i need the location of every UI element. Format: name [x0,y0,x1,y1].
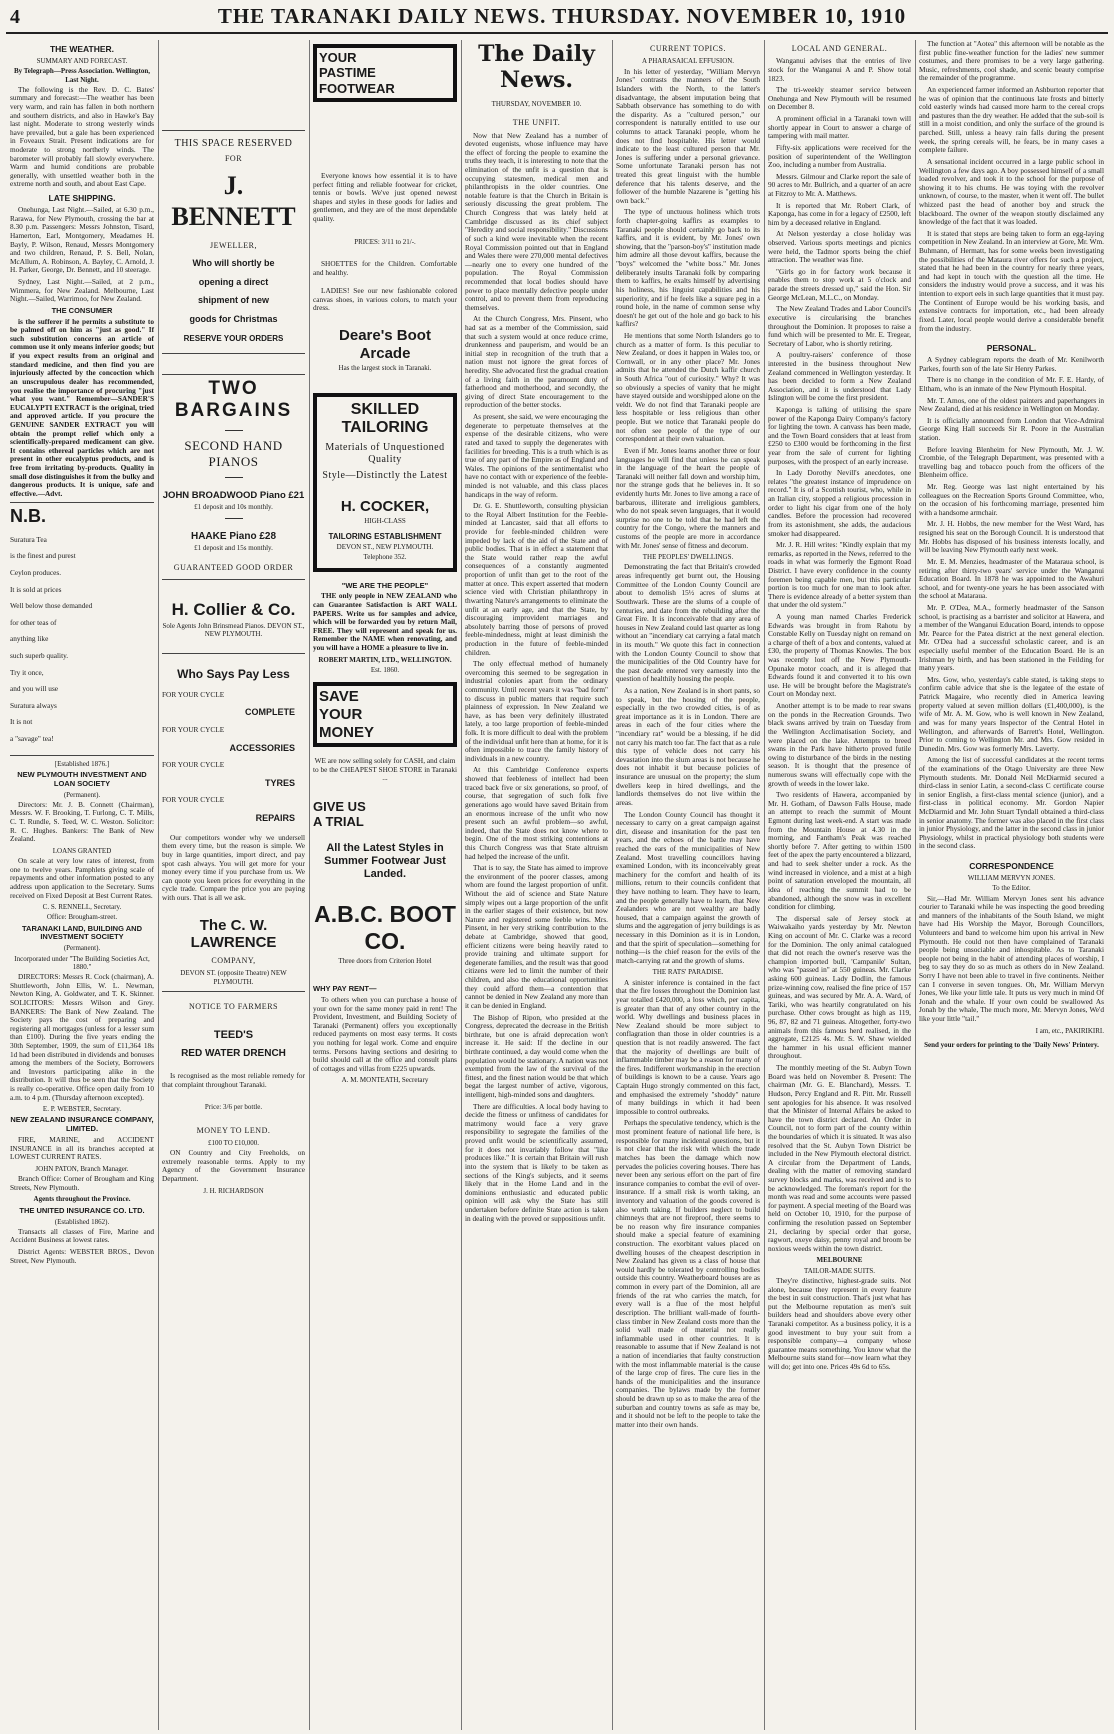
column-1 [6,40,158,1730]
melbourne-subheading: TAILOR-MADE SUITS. [804,1266,875,1275]
piano-haake: HAAKE Piano £28 [190,530,277,542]
cycle-item-repairs: REPAIRS [255,813,295,824]
rent-heading: WHY PAY RENT— [313,984,377,994]
local-paragraph: A young man named Charles Frederick Edwards was brought in from Rahotu by Constable Kelly on Tuesday night on remand on a charge of theft of a box and contents, valued at £30, the property of Thomas Knowles. The box was recently lost off the New Plymouth-Opunake motor coach, and it is alleged that Edwards found it and converted it to his own use. He will be brought before the Magistrate's Court on Monday next. [768,612,911,699]
personal-paragraph: Mr. J. H. Hobbs, the new member for the West Ward, has resigned his seat on the Borough Council. It is understood that Mr. Hobbs has disposed of his business interests locally, and will be leaving New Plymouth early next week. [919,519,1104,555]
local-paragraph: In Lady Dorothy Nevill's anecdotes, one relates "the greatest instance of imprudence on record." It is of a Scottish tourist, who, while in an Italian city, stopped a religious procession in order to light his cigar from one of the holy candles. Before the procession had recovered from its astonishment, she adds, the audacious smoker had disappeared. [768,468,911,538]
nz-insurance-text: FIRE, MARINE, and ACCIDENT INSURANCE in all its branches accepted at LOWEST CURRENT RATES. [10,1135,154,1162]
nb-line: Suratura Tea [10,534,47,544]
reserved-line: THIS SPACE RESERVED [174,138,293,149]
bennett-name: J. BENNETT [171,171,296,231]
cycle-label: FOR YOUR CYCLE [162,689,225,699]
cycle-label: FOR YOUR CYCLE [162,795,225,805]
weather-heading: THE WEATHER. [49,44,115,54]
local-paragraph: Two residents of Hawera, accompanied by Mr. H. Gotham, of Dawson Falls House, made an attempt to reach the summit of Mount Egmont during last week-end. A start was made from the Mountain House at 4.30 in the morning, and Fantham's Peak was reached shortly before 7. After getting to within 1500 feet of the apex the party encountered a blizzard, and had to seek shelter under a rock. As the wind increased in violence, and a mist at a high point of saturation enveloped the mountain, all idea of reaching the summit had to be abandoned, although the snow was in excellent condition for climbing. [768,790,911,912]
local-paragraph: At Nelson yesterday a close holiday was observed. Various sports meetings and picnics were held, the Tadmor sports being the chief attraction. The weather was fine. [768,229,911,265]
loans-signature: C. S. RENNELL, Secretary. [42,903,122,912]
cycle-label: FOR YOUR CYCLE [162,725,225,735]
footwear-heading: YOUR [319,50,357,65]
cycle-ad [162,653,305,992]
loans-text: On scale at very low rates of interest, from one to twelve years. Pamphlets giving scale of repayments and other information posted to any address upon application to the Secretary. Sums received on Fixed Deposit at Best Current Rates. [10,856,154,900]
correspondence-subheading: WILLIAM MERVYN JONES. [967,874,1056,883]
personal-paragraph: There is no change in the condition of Mr. F. E. Hardy, of Eltham, who is an inmate of the New Plymouth Hospital. [919,375,1104,393]
rent-signature: A. M. MONTEATH, Secretary [341,1076,429,1085]
local-paragraph: Wanganui advises that the entries of live stock for the Wanganui A and P. Show total 1823. [768,56,911,83]
money-amount: £100 TO £10,000. [207,1139,260,1147]
bennett-line: opening a direct [198,276,269,287]
cocker-establishment: TAILORING ESTABLISHMENT [328,531,442,541]
bennett-line: Who will shortly be [192,258,275,269]
columns [6,40,1108,1730]
shipping-heading: LATE SHIPPING. [48,193,116,204]
unfit-paragraph: As present, she said, we were encouraging the degenerate to perpetuate themselves at the expense of the desirable citizens, who were rated and taxed to supply the degenerates with facilities for breeding. This is a truth which is as true of any part of the Empire as of England and Wales. The opinions of the sentimentalist who have no contact with or experience of the feeble-minded is not valuable, and this class places handicaps in the way of reform. [465,412,608,499]
shipping-text-2: Sydney, Last Night.—Sailed, at 2 p.m., Wimmera, for New Zealand. Melbourne, Last Night.—Sailed, Warrimoo, for New Zealand. [10,276,154,304]
bennett-line: goods for Christmas [189,313,278,324]
local-paragraph: Another attempt is to be made to rear swans on the ponds in the Recreation Grounds. Two black swans arrived by train on Tuesday from the Wellington Acclimatisation Society, and were placed on the lake. Attempts to breed swans in the Park have hitherto proved futile owing to disturbance of the birds in the nesting season. It is thought that the presence of numerous swans will effectually cope with the growth of weeds in the lower lake. [768,701,911,788]
nz-insurance-office: Branch Office: Corner of Brougham and King Streets, New Plymouth. [10,1174,154,1192]
piano-broadwood: JOHN BROADWOOD Piano £21 [162,489,305,501]
local-paragraph: Kaponga is talking of utilising the spare power of the Kaponga Dairy Company's factory for lighting the town. A canvass has been made, and the Town Board considers that at least from £250 to £300 would be forthcoming in the first year from the sale of current for lighting purposes, with the prospect of an early increase. [768,404,911,466]
bennett-line: shipment of new [197,295,269,306]
daily-news-logo: The Daily News. [478,41,595,93]
local-paragraph: Mr. J. R. Hill writes: "Kindly explain that my remarks, as reported in the News, referred to the roads in what was formerly the Egmont Road District. I have every confidence in the county foremen being capable men, but this particular portion is too much for one man to look after. There is evidence already of a better system than that under the old system." [768,540,911,610]
united-insurance-agents: District Agents: WEBSTER BROS., Devon Street, New Plymouth. [10,1247,154,1265]
bennett-reserve: RESERVE YOUR ORDERS [183,334,284,344]
weather-byline: By Telegraph—Press Association. Wellington, Last Night. [13,67,151,84]
shipping-text: Onehunga, Last Night.—Sailed, at 6.30 p.m., Rarawa, for New Plymouth, crossing the bar at 8.30 p.m. Passengers: Messrs Johnston, Tisard, Hamerton, Earl, Montgomery, Meadames H. Bayly, P. Wilson, Renaud, Messrs Montgomery and two children, Renaud, P. S. Bell, Nolan, McAllum, A. Robinson, A. Bayley, C. Arnold, J. H. Parker, George, Dr. Bennett, and 10 steerage. [10,205,154,275]
footwear-heading: FOOTWEAR [319,80,395,96]
local-paragraph: A poultry-raisers' conference of those interested in the business throughout New Zealand commenced in Wellington yesterday. It has been decided to form a New Zealand Association, and it is understood that Lady Islington will be come the first president. [768,350,911,403]
notice-to-farmers: NOTICE TO FARMERS [189,1001,278,1011]
pianos-ad [162,374,305,580]
masthead [6,4,1108,34]
personal-paragraph: Before leaving Blenheim for New Plymouth, Mr. J. W. Crombie, of the Telegraph Department, was presented with a travelling bag and tobacco pouch from the officers of the Blenheim office. [919,444,1104,480]
consumer-text: is the sufferer if he permits a substitute to be palmed off on him as "just as good." If such substitution concerns an article of common use it only means inferior goods; but if you expect results from an original and standard medicine, and then find you are injuriously affected by the concoction which an unscrupulous dealer has recommended, you realise the importance of procuring "just what you want." Remember—SANDER'S EUCALYPTI EXTRACT is the original, tried and approved article. If you procure the GENUINE SANDER EXTRACT you will obtain the prompt relief which only a scientifically-prepared medicament can give. It contains ethereal particles which are not present in other eucalyptus products, and is free from irritating by-products. Quality in small dose distinguishes it from the bulky and dangerous products. It is unique, safe and effective.—Advt. [10,316,154,498]
personal-paragraph: A Sydney cablegram reports the death of Mr. Kenilworth Parkes, fourth son of the late Sir Henry Parkes. [919,355,1104,373]
shoettes-text: SHOETTES for the Children. Comfortable and healthy. [313,258,457,277]
nb-line: Suratura always [10,700,57,710]
printery-notice: Send your orders for printing to the 'Daily News' Printery. [924,1040,1099,1049]
local-paragraph: "Girls go in for factory work because it enables them to stop work at 5 o'clock and parade the streets dressed up," said the Hon. Sir George McLean, M.L.C., on Monday. [768,266,911,302]
nb-line: for other teas of [10,617,57,627]
personal-paragraph: Mr. Reg. George was last night entertained by his colleagues on the Recreation Sports Ground Committee, who, on the occasion of his forthcoming marriage, presented him with a handsome armchair. [919,482,1104,517]
consumer-heading: THE CONSUMER [51,305,113,315]
society-established: [Established 1876.] [54,759,110,768]
rent-text: To others when you can purchase a house of your own for the same money paid in rent! The Provident, Investment, and Building Society of Taranaki (Permanent) offers you exceptionally reduced payments on most easy terms. It costs you nothing for legal work. Come and enquire terms. Persons having sections and desiring to build should call at the office and consult plans of cottages and villas from £225 upwards. [313,994,457,1073]
unfit-paragraph: There are difficulties. A local body having to decide the fitness or unfitness of candidates for matrimony would face a very grave responsibility to segregate the families of the proved unfit would be scientifically assumed, for it does not invariably follow that "like produces like." It is certain that Britain will rush into the system that is likely to be taken as sections of the King's subjects, and it seems likely that in the Home Land and in the dominions enthusiastic and educated public opinion will ask why the State has still undertaken before definite State action is taken in dealing with the proved or suppositious unfit. [465,1101,608,1223]
column-4 [461,40,612,1730]
abc-boot-co: A.B.C. BOOT CO. [314,900,456,954]
personal-paragraph: Mr. P. O'Dea, M.A., formerly headmaster of the Sanson school, is practising as a barrister and solicitor at Hawera, and a member of the Wanganui Education Board, intends to oppose Mr. Pearce for the Patea district at the next general election. Mr. O'Dea had a successful scholastic career, and is an especially useful member of the Education Board. He is an Irishman by birth, and has been stationed in the Feilding for many years. [919,602,1104,673]
local-paragraph: Fifty-six applications were received for the position of superintendent of the Wellington Zoo, including a number from Australia. [768,142,911,170]
skilled-style: Style—Distinctly the Latest [322,469,448,481]
martin-established: Est. 1860. [370,665,400,674]
nb-line: and you will use [10,684,59,694]
local-paragraph: It is reported that Mr. Robert Clark, of Kaponga, has come in for a legacy of £2500, left him by a deceased relative in England. [768,200,911,227]
give-us: A TRIAL [313,814,364,830]
personal-paragraph: Mr. E. M. Menzies, headmaster of the Mataraua school, is retiring after thirty-two years' service under the Wanganui Education Board. In 1878 he was appointed to the Awahuri school, and for twenty-one years he has been associated with the school at Mataraua. [919,556,1104,601]
lawrence-name: The C. W. LAWRENCE [190,916,277,952]
save-heading: SAVE [319,688,359,706]
nz-insurance-agents: Agents throughout the Province. [33,1195,131,1204]
personal-heading: PERSONAL. [986,343,1037,354]
nb-line: Try it once, [10,667,44,677]
second-hand-pianos: SECOND HAND PIANOS [184,438,283,469]
editorial-date: THURSDAY, NOVEMBER 10. [491,99,582,108]
divider [162,514,305,523]
suratura-tea-ad [10,502,154,755]
united-insurance-heading: THE UNITED INSURANCE CO. LTD. [19,1205,145,1215]
local-general-heading: LOCAL AND GENERAL. [791,44,888,53]
lawrence-address: DEVON ST. (opposite Theatre) NEW PLYMOUTH. [180,969,287,986]
skilled-tailoring: SKILLED TAILORING [341,400,429,437]
taranaki-society-signature: E. P. WEBSTER, Secretary. [42,1105,122,1114]
footwear-heading: PASTIME [319,65,376,81]
general-paragraph: An experienced farmer informed an Ashburton reporter that he was of opinion that the continuous late frosts and bitterly cold easterly winds had caused more harm to the cereal crops and pastures than the dry weather. He added that the sub-soil is still in a moist condition, and only the surface of the ground is parched. Still, unless a heavy rain falls during the present week, the spring cereals will, he fears, be in many cases a complete failure. [919,85,1104,155]
unfit-paragraph: At this Cambridge Conference experts showed that feebleness of intellect had been traced back five or six generations, so proof, of course, that segregation of such folk five generations ago would have saved Britain from an enormous increase of the unfit who now present such an awful problem—so awful, indeed, that the State does not know where to begin. One of the most striking contentions at this Church Congress was that State altruism had helped the increase of the unfit. [465,765,608,861]
reserved-line: FOR [224,153,243,163]
bennett-trade: JEWELLER, [210,240,257,250]
general-paragraph: It is stated that steps are being taken to form an egg-laying competition in New Zealand. In an interview at Gore, Mr. Wm. Buhmann, of Hermatt, has for some weeks been investigating the possibilities of the Mataura river offers for such a project, stated that he had been in the country for nearly three years, and had kept in touch with the question all the time. He considers the industry would prove a success, and it was his intention to export eels in such large quantities that it must pay. The Continent of Europe would be his working basis, and extensive contracts for importation, etc., had been already fixed. Later, local people would derive a considerable benefit from the industry. [919,228,1104,333]
money-signature: J. H. RICHARDSON [203,1186,264,1195]
local-paragraph: The monthly meeting of the St. Aubyn Town Board was held on November 8. Present: The chairman (Mr. G. E. Blanchard), Messrs. T. Hudson, Percy England and R. Pitt. Mr. Russell sent apologies for his absence. It was resolved that the Minister of Internal Affairs be asked to have the town district declared. An Order in Council, not to form part of the county within the boundaries of which it is situated. It was also resolved that the St. Aubyn Town District be included in the New Plymouth electoral district. A circular from the Department of Lands, dealing with the matter of removing standard survey blocks and marks, was received and is to be acknowledged. The foreman's report for the month was read and some accounts were passed for payment. A special meeting of the Board was held on October 10, 1910, for the purpose of confirming the resolution passed on September 21, declaring by special order that gorse, ragwort, oxeye daisy, penny royal and broom be noxious weeds within the town district. [768,1063,911,1253]
united-insurance-text: Transacts all classes of Fire, Marine and Accident Business at lowest rates. [10,1226,154,1245]
footwear-prices: PRICES: 3/11 to 21/-. [354,237,416,246]
column-5 [612,40,764,1730]
personal-paragraph: It is officially announced from London that Vice-Admiral George King Hall succeeds Sir R. Poore in the Australian station. [919,415,1104,442]
dwellings-paragraph: Demonstrating the fact that Britain's crowded areas infrequently get burnt out, the Housing Committee of the London County Council are about to demolish 15½ acres of slums at Southwark. These are the slums of a couple of centuries, and date from the rebuilding after the Great Fire. It is inconceivable that any area of houses in New Zealand could last quarter as long without an "incendiary cat carrying a fatal match in its mouth." We quote this fact in connection with the London County Council to show that the municipalities of the Old Country have for the past decade entered very earnestly into the question of healthily housing the people. [616,562,760,684]
local-paragraph: A prominent official in a Taranaki town will shortly appear in Court to answer a charge of tampering with mail matter. [768,114,911,141]
personal-paragraph: Mr. T. Amos, one of the oldest painters and paperhangers in New Zealand, died at his residence in Wellington on Monday. [919,395,1104,414]
dwellings-paragraph: As a nation, New Zealand is in short pants, so to speak, but the housing of the people, especially in the two crowded cities, is of as great importance as it is in London. There are areas in each of the four cities where the "incendiary rat" would be a blessing, if he did not carry his match too far. The fact that as a rule this type of vehicle does not carry his devastation into the slum areas is not because he does not inhabit it but because policies of insurance are unusual on the property; the slum dwellers keep in hired dwellings, and the landlords themselves do not live within the areas. [616,685,760,807]
piano-broadwood-terms: £1 deposit and 10s monthly. [194,502,273,511]
latest-styles: All the Latest Styles in Summer Footwear Just Landed. [324,841,446,880]
tailoring-ad [313,393,457,572]
cycle-label: FOR YOUR CYCLE [162,760,225,770]
nb-line: anything like [10,634,49,644]
unfit-paragraph: Dr. G. E. Shuttleworth, consulting physician to the Royal Albert Institution for the Feeble-minded at Lancaster, said that all efforts to provide for feeble-minded children were impeded by lack of the aid of the State and of public bodies. That is in effect a statement that the State would rather reap the awful consequences of a constantly augmented proportion of unfit than get to the root of the matter at once. This expert asserted that modern science vied with Christian philanthropy in thwarting Nature's arrangements to eliminate the unfit at an early age, and that the State, by discouraging improvident marriages and absolutely barring those of persons of proved feeble-mindedness, might at least diminish the production in the future of feeble-minded children. [465,501,608,657]
page-number: 4 [10,6,20,28]
rats-paragraph: Perhaps the speculative tendency, which is the most prominent feature of national life here, is responsible for many incidental questions, but it is not clear that the risk with which the trade matches has been the damage which now pervades the policies covering houses. There has never been any serious effort on the part of fire insurance companies to combat the evil of over-insurance. If a small risk is worth taking, an inventory and valuation of the goods covered is also worth taking. If builders neglect to build chimneys that are not fireproof, there seems to be no reason why fire insurance companies should make a special feature of examining construction. The exorbitant values placed on dwelling houses of the cheapest description in New Zealand has given us a class of house that would hardly be tolerated by controlling bodies outside this country. Weatherboard houses are as common in every part of the Dominion, all are friends of the rat who carries the match, for every wall is a flue of the most helpful description. The brilliant wall-made of fourth-class timber in New Zealand costs more than the solid wall made of material not really inflammable used in other countries. It is reasonable to assume that if New Zealand is not a nation of incendiaries that faulty construction with the most inflammable material is the cause of the large crop of fires. The cure lies in the hands of the municipalities and the insurance companies. The bylaws made by the former should be drawn up so as to make the area of the suburban and country towns as safe as may be, and it should not be left to the people to take the matter into their own hands. [616,1118,760,1429]
red-water-drench: RED WATER DRENCH [181,1048,286,1060]
taranaki-society-text: DIRECTORS: Messrs R. Cock (chairman), A. Shuttleworth, John Ellis, W. L. Newman, Newton King, A. Goldwater, and T. K. Skinner. SOLICITORS: Messrs Wilson and Grey. BANKERS: The Bank of New Zealand. The Society pays the cost of preparing and registering all mortgages (unless for a lesser sum than £100). During the five years ending the 30th September, 1909, the sum of £11,364 18s 1d had been distributed in dividends and bonuses among the members of the Society, Borrowers and Investors participating alike in the distribution. It will thus be seen that the Society is really co-operative. Office open daily from 10 a.m. to 4 p.m. (Thursday afternoon excepted). [10,972,154,1102]
society-permanent: (Permanent). [63,790,101,799]
nb-line: It is not [10,717,33,727]
cocker-address: DEVON ST., NEW PLYMOUTH. [336,543,434,552]
cycle-item-accessories: ACCESSORIES [229,742,295,753]
column-3 [309,40,461,1730]
local-paragraph: The tri-weekly steamer service between Onehunga and New Plymouth will be resumed on December 8. [768,85,911,112]
loans-office: Office: Brougham-street. [46,913,118,922]
collier-name: H. Collier & Co. [171,600,296,620]
society-text: Directors: Mr. J. B. Connett (Chairman), Messrs. W. F. Brooking, T. Furlong, C. T. Mills, C. T. Rundle, S. Teed, W. C. Weston. Solicitor: R. C. Hughes. Bankers: The Bank of New Zealand. [10,799,154,844]
taranaki-society-permanent: (Permanent). [63,944,101,953]
unfit-paragraph: That is to say, the State has aimed to improve the environment of the poorer classes, among whom are found the largest proportion of unfit. Without the aid of science and State Nature simply wipes out a large proportion of the unfit in the earlier stages of their existence, but now Nature and registered some feeble wins. Mrs. Pinsent, in her very striking contribution to the debate at Cambridge, showed that good, efficient citizens were being heavily rated to provide training and ultimate support for degenerate families, and the result was that good citizens were led to limit the number of their children, and also the educational opportunities they could afford them—a contention that cannot be denied in New Zealand any more than it can be denied in England. [465,863,608,1010]
effusion-paragraph: In his letter of yesterday, "William Mervyn Jones" contrasts the manners of the South Islanders with the North, to the latter's disadvantage, the absent imputation being that Sabbath observance has something to do with the disparity. As a "cultured person," our correspondent is naturally entitled to use our columns to attack Taranaki people, whom he does not find hospitable. His letter would indicate to the least cultured person that Mr. Jones is suffering under a personal grievance. Some unfortunate Taranaki person has not treated this great linguist with the humble deference that his talents deserve, and the follower of the humble Nazarene is "getting his own back." [616,66,760,205]
dwellings-heading: THE PEOPLES' DWELLINGS. [642,553,734,562]
people-heading: "WE ARE THE PEOPLE" [341,580,429,590]
effusion-paragraph: The type of unctuous holiness which trots forth chapter-going kaffirs as examples to Taranaki people should certainly go back to its kaffirs, and it is evident, by Mr. Jones' own showing, that the "parson-boy's" institution made him admire all those devout kaffirs, because the "boys" welcomed the "white boss." Mr. Jones deliberately insults Taranaki folk by comparing them to kaffirs, he exalts himself by advertising his holiness, his linguist capabilities and his superiority, and if he feels like a square peg in a round hole, in the name of common sense why doesn't he get out of the hole and go back to his kaffirs? [616,207,760,329]
footwear-ad [313,44,457,102]
nb-heading: N.B. [10,506,46,527]
divider [162,426,305,435]
collier-agents: Sole Agents John Brinsmead Pianos. DEVON ST., NEW PLYMOUTH. [162,622,305,639]
money-text: ON Country and City Freeholds, on extremely reasonable terms. Apply to my Agency of the Government Insurance Department. [162,1148,305,1184]
cocker-telephone: Telephone 352. [363,553,407,562]
column-7 [915,40,1108,1730]
society-heading: NEW PLYMOUTH INVESTMENT AND LOAN SOCIETY [17,769,147,788]
footwear-text: Everyone knows how essential it is to have perfect fitting and reliable footwear for cricket, tennis or bowls. We've just opened newest shapes and styles in these goods for ladies and gentlemen, and they are of the most dependable quality. [313,170,457,224]
correspondence-signature: I am, etc., PAKIRIKIRI. [1035,1026,1104,1035]
cycle-text: Our competitors wonder why we undersell them every time, but the reason is simple. We buy in large quantities, import direct, and pay spot cash always. You will get more for your money every time if you purchase from us. We can quote you keen prices for everything in the cycle trade. Compare the price you are paying with ours. That is all we ask. [162,832,305,902]
melbourne-text: They're distinctive, highest-grade suits. Not alone, because they represent in every feature the best in suit construction. That's just what has put the Melbourne reputation as men's suit builders head and shoulders above every other Taranaki competitor. As a business policy, it is a good investment to buy your suit from a responsible company—a company whose guarantee means something. You know what the Melbourne suits stand for—now learn what they will do; get into one. Prices 49s 6d to 65s. [768,1275,911,1372]
newspaper-title: THE TARANAKI DAILY NEWS. THURSDAY. NOVEMBER 10, 1910 [217,4,907,28]
rats-heading: THE RATS' PARADISE. [652,968,724,977]
general-paragraph: The function at "Aotea" this afternoon will be notable as the first public fine-weather function for the ladies' new summer costumes, and there promises to be a very large gathering. Music, refreshments, cool shade, and scenic beauty comprise the remainder of the programme. [919,40,1104,83]
general-paragraph: A sensational incident occurred in a large public school in Wellington a few days ago. A boy possessed himself of a small loaded revolver, and took it to the school for the purpose of showing it to his chums. He was toying with the revolver unknown, of course, to the master, when it went off. The bullet whizzed past the head of another boy and struck the blackboard. The owner of the weapon stoutly disclaimed any knowledge of the fact that it was loaded. [919,156,1104,227]
loans-heading: LOANS GRANTED [52,846,112,855]
nb-line: such superb quality. [10,650,69,660]
guaranteed-good-order: GUARANTEED GOOD ORDER [173,562,294,572]
local-paragraph: Messrs. Gilmour and Clarke report the sale of 90 acres to Mr. Bullrich, and a quarter of an acre at Fitzroy to Mr. A. Matthews. [768,171,911,198]
nb-line: Ceylon produces. [10,567,62,577]
personal-paragraph: Among the list of successful candidates at the recent terms of the examinations of the Otago University are three New Plymouth students. Mr. Donald Neil McDiarmid secured a third-class in senior Latin, a second-class C certificate course in senior English, a first-class mental science (junior), and a first-class in political economy. Mr. Gordon Napier McDiarmid and Mr. John Stuart Tyndall obtained a third-class in senior anatomy. The former was also placed in the first class in junior Physiology, and the latter in the second class in junior Physiology, whilst in practical physiology both students were in the second class. [919,755,1104,851]
taranaki-society-incorporated: Incorporated under "The Building Societies Act, 1880." [14,954,150,971]
save-heading: YOUR [319,705,363,723]
unfit-paragraph: The only effectual method of humanely overcoming this seemed to be segregation in industrial colonies apart from the ordinary community. Until recent years it was "bad form" to discuss in public matters that require such plainness of expression. In New Zealand we have, as has been very definitely illustrated lately, a too large proportion of feeble-minded folk. It is more difficult to deal with the problem of the individual unfit here than at home, for it is often impossible to trace the family history of individuals in a new country. [465,659,608,763]
piano-haake-terms: £1 deposit and 15s monthly. [194,544,273,553]
column-2 [158,40,309,1730]
rats-paragraph: A sinister inference is contained in the fact that the fire losses throughout the Dominion last year totalled £420,000, a loss which, per capita, is greater than that of any other country in the world. Why dwellings and business places in New Zealand should be more subject to conflagration than those in older countries is a question that is not readily answered. The fact that the majority of dwellings are built of inflammable timber may be a reason for many of the fires. Indifferent workmanship in the erection of buildings is known to be a cause. Years ago Captain Hugo strongly commented on this fact, and emphasised the extremely "shoddy" nature of many buildings in which it had been impossible to control outbreaks. [616,977,760,1116]
cycle-item-complete: COMPLETE [244,707,295,718]
drench-text: Is recognised as the most reliable remedy for that complaint throughout Taranaki. [162,1071,305,1089]
nb-line: is the finest and purest [10,551,76,561]
melbourne-heading: MELBOURNE [816,1256,863,1265]
nz-insurance-heading: NEW ZEALAND INSURANCE COMPANY, LIMITED. [10,1115,154,1134]
lawrence-company: COMPANY, [211,955,256,965]
save-text: WE are now selling solely for CASH, and claim to be the CHEAPEST SHOE STORE in Taranaki ... [313,756,458,783]
unfit-paragraph: The Bishop of Ripon, who presided at the Congress, deprecated the decrease in the British birthrate, but one is afraid deprecation won't increase it. He said: If the decline in our birthrate continued, a day would come when the population would be stationary. A nation was not exempted from the law of the survival of the fittest, and the finest nation would be that which begat the largest number of active, vigorous, intelligent, high-minded sons and daughters. [465,1012,608,1100]
nb-line: Well below those demanded [10,601,93,611]
save-money-ad [313,682,457,747]
people-text: THE only people in NEW ZEALAND who can Guarantee Satisfaction is ART WALL PAPERS. Write us for samples and advice, which will be forwarded you by return Mail, FREE. They will represent and speak for us. Remember the NAME when renovating, and you will have a HOME a pleasure to live in. [313,591,457,653]
unfit-paragraph: Now that New Zealand has a number of devoted eugenists, whose influence may have the effect of forcing the people to examine the truths they teach, it is interesting to note that the elimination of the unfit is a question that is occupying statesmen, medical men and philanthropists in the older countries. One notable feature is that the Church in Britain is seriously discussing the great problem. The Church Congress that was lately held at Cambridge discussed as its chief subject "Heredity and social responsibility." Discussions of such a kind were inevitable when the recent Royal Commission pointed out that in England and Wales there were 270,000 mental defectives—nearly one to every one hundred of the population. The Royal Commission recommended that local bodies should have power to place mentally defective people under control, and to prevent them from reproducing themselves. [465,130,608,312]
ladies-text: LADIES! See our new fashionable colored canvas shoes, in various colors, to match your dress. [313,286,457,313]
effusion-paragraph: Even if Mr. Jones learns another three or four languages he will find that unless he can speak in the language of the heart the people of Taranaki will neither fall down and worship him, nor the strange gods that he believes in. It so evidently hurts Mr. Jones to live among a race of barbarous, illiterate and irreligious gamblers, who do not speak seven languages, that it would surprise no one to be told that he had left the country for the Congo, where the manners and customs of the people are more in accordance with Mr. Jones' sense of fitness and decorum. [616,445,760,550]
unfit-paragraph: At the Church Congress, Mrs. Pinsent, who had sat as a member of the Commission, said that such a system would at once reduce crime, drunkenness and pauperism, and would be an initial step in recognition of the truth that a nation must not ignore the great forces of heredity. She advocated first the gradual creation of a living faith in the paramount duty of fatherhood and motherhood, and secondly, the giving of direct State encouragement to the reproduction of the better stocks. [465,314,608,410]
correspondence-text: Sir,—Had Mr. William Mervyn Jones sent his advance courier to Taranaki while he was inspecting the good breeding and manners of the inhabitants of the South Island, we might have had His Worship the Mayor, Borough Councillors, Volunteers and band to welcome him upon his arrival in New Plymouth. He could not then have complained of Taranaki people being unsociable and inhospitable. As to Taranaki people not being in the habit of attending places of worship, I beg to say they do so as much as others do in New Zealand. Sorry I have not been able to travel in five continents. Neither can I converse in seven tongues. Oh, Mr. William Mervyn Jones, We like your little tale. It puts us very much in mind Of Jonah and the whale. If your own could be swallowed As Jonah by the whale, The much more, Mr. Mervyn Jones, We'd like your little "tail." [919,893,1104,1024]
who-says-pay-less: Who Says Pay Less [177,666,290,681]
unfit-heading: THE UNFIT. [512,118,561,128]
save-heading: MONEY [319,723,375,741]
give-us: GIVE US [313,799,366,815]
nb-line: a "savage" tea! [10,733,54,743]
cycle-item-tyres: TYRES [264,777,295,788]
drench-price: Price: 3/6 per bottle. [204,1103,263,1112]
effusion-paragraph: He mentions that some North Islanders go to church as a matter of form. Is this peculiar to New Zealand, or does it happen in Wales too, or Cornwall, or in any other place? Mr. Jones admits that he attended the Dutch kaffir church in South Africa "out of curiosity." Why? It was so obviously a species of vanity that he might have stayed outside and worshipped alone on the veldt. We do not find that Taranaki people are less hospitable or less religious than other people. But we notice that Taranaki people do not often see people of the type of our correspondent at their own valuation. [616,330,760,444]
weather-text: The following is the Rev. D. C. Bates' summary and forecast:—The weather has been very warm, and rain has fallen in both northern and southern districts, and also in Hawke's Bay last night. Moderate to strong westerly winds have prevailed, but a gale has been experienced in Foveaux Strait. Present indications are for moderate to strong northerly winds. The barometer will probably fall slowly everywhere. Warm and humid conditions are probable generally, with unsettled weather both in the extreme north and south, and about East Cape. [10,84,154,189]
deare-arcade: Deare's Boot Arcade [339,326,431,362]
money-to-lend: MONEY TO LEND. [196,1125,271,1135]
weather-subheading: SUMMARY AND FORECAST. [36,57,128,66]
local-paragraph: The dispersal sale of Jersey stock at Waiwakaiho yards yesterday by Mr. Newton King on account of Mr. C. Clarke was a record for the Dominion. The only animal catalogued that did not reach the owner's reserve was the champion imported bull, 'Campanile' Sultan, who was "passed in" at 550 guineas. Mr. Clarke asking 600 guineas. Lady Dodlin, the famous prize-winning cow, realised the fine price of 157 guineas, and was secured by Mr. A. A. Ward, of Tariki, who was heartily congratulated on his purchase. Other cows brought as high as 119, 96, 87, 82 and 71 guineas. Altogether, forty-two animals from this famous herd realised, in the aggregate, £2125 4s. Mr. S. W. Shaw wielded the hammer in his usual efficient manner throughout. [768,913,911,1061]
dwellings-paragraph: The London County Council has thought it necessary to carry on a great campaign against dirt, disease and insanitation for the past ten years, and the echoes of the battle may have reached the ears of the municipalities of New Zealand. Most travelling councillors having examined London, with its inconceivably great machinery for the comfort and health of its millions, return to their councils confident that they have nothing to learn. They have to learn, and the people generally have to learn, that New Zealanders who are not wealthy are badly housed, that a campaign against the growth of slums and the aggregation of jerry buildings is as necessary in this Dominion as it is in London, and that the spirit of speculation—something for nothing—is the chief reason for the evils of the match-carrying rat and the growth of slums. [616,809,760,965]
personal-paragraph: Mrs. Gow, who, yesterday's cable stated, is taking steps to confirm cable advice that she is the legatee of the estate of Patrick Magaire, who recently died in America leaving property valued at seven million dollars (£1,400,000), is the wife of Mr. A. M. Gow, who is well known in New Zealand, and was for many years Inspector of the Central Hotel in Wellington, and afterwards of Barrett's Hotel, Wellington. Prior to coming to Wellington Mr. and Mrs. Gow resided in Dunedin. Mrs. Gow was formerly Mrs. Laverty. [919,674,1104,753]
divider [162,473,305,482]
deare-subtitle: Has the largest stock in Taranaki. [338,364,432,373]
two-bargains: TWO BARGAINS [174,377,293,422]
nz-insurance-signature: JOHN PATON, Branch Manager. [35,1164,129,1173]
united-insurance-established: (Established 1862). [54,1217,110,1226]
cocker-name: H. COCKER, [340,497,430,515]
abc-address: Three doors from Criterion Hotel [338,956,432,965]
column-6 [764,40,915,1730]
correspondence-to: To the Editor. [992,884,1031,893]
martin-name: ROBERT MARTIN, LTD., WELLINGTON. [318,655,452,664]
nb-line: It is sold at prices [10,584,62,594]
teeds: TEED'S [213,1029,254,1042]
taranaki-society-heading: TARANAKI LAND, BUILDING AND INVESTMENT SOCIETY [22,923,142,942]
correspondence-heading: CORRESPONDENCE [969,861,1054,872]
skilled-materials: Materials of Unquestioned Quality [325,442,445,466]
effusion-heading: A PHARASAICAL EFFUSION. [641,57,735,66]
local-paragraph: The New Zealand Trades and Labor Council's executive is circularising the branches throughout the Dominion. It proposes to raise a fund which will be presented to Mr. E. Tregear, Secretary of Labor, who is shortly retiring. [768,304,911,348]
current-topics-heading: CURRENT TOPICS. [650,44,726,53]
cocker-grade: HIGH-CLASS [364,517,406,526]
bennett-ad [162,130,305,354]
